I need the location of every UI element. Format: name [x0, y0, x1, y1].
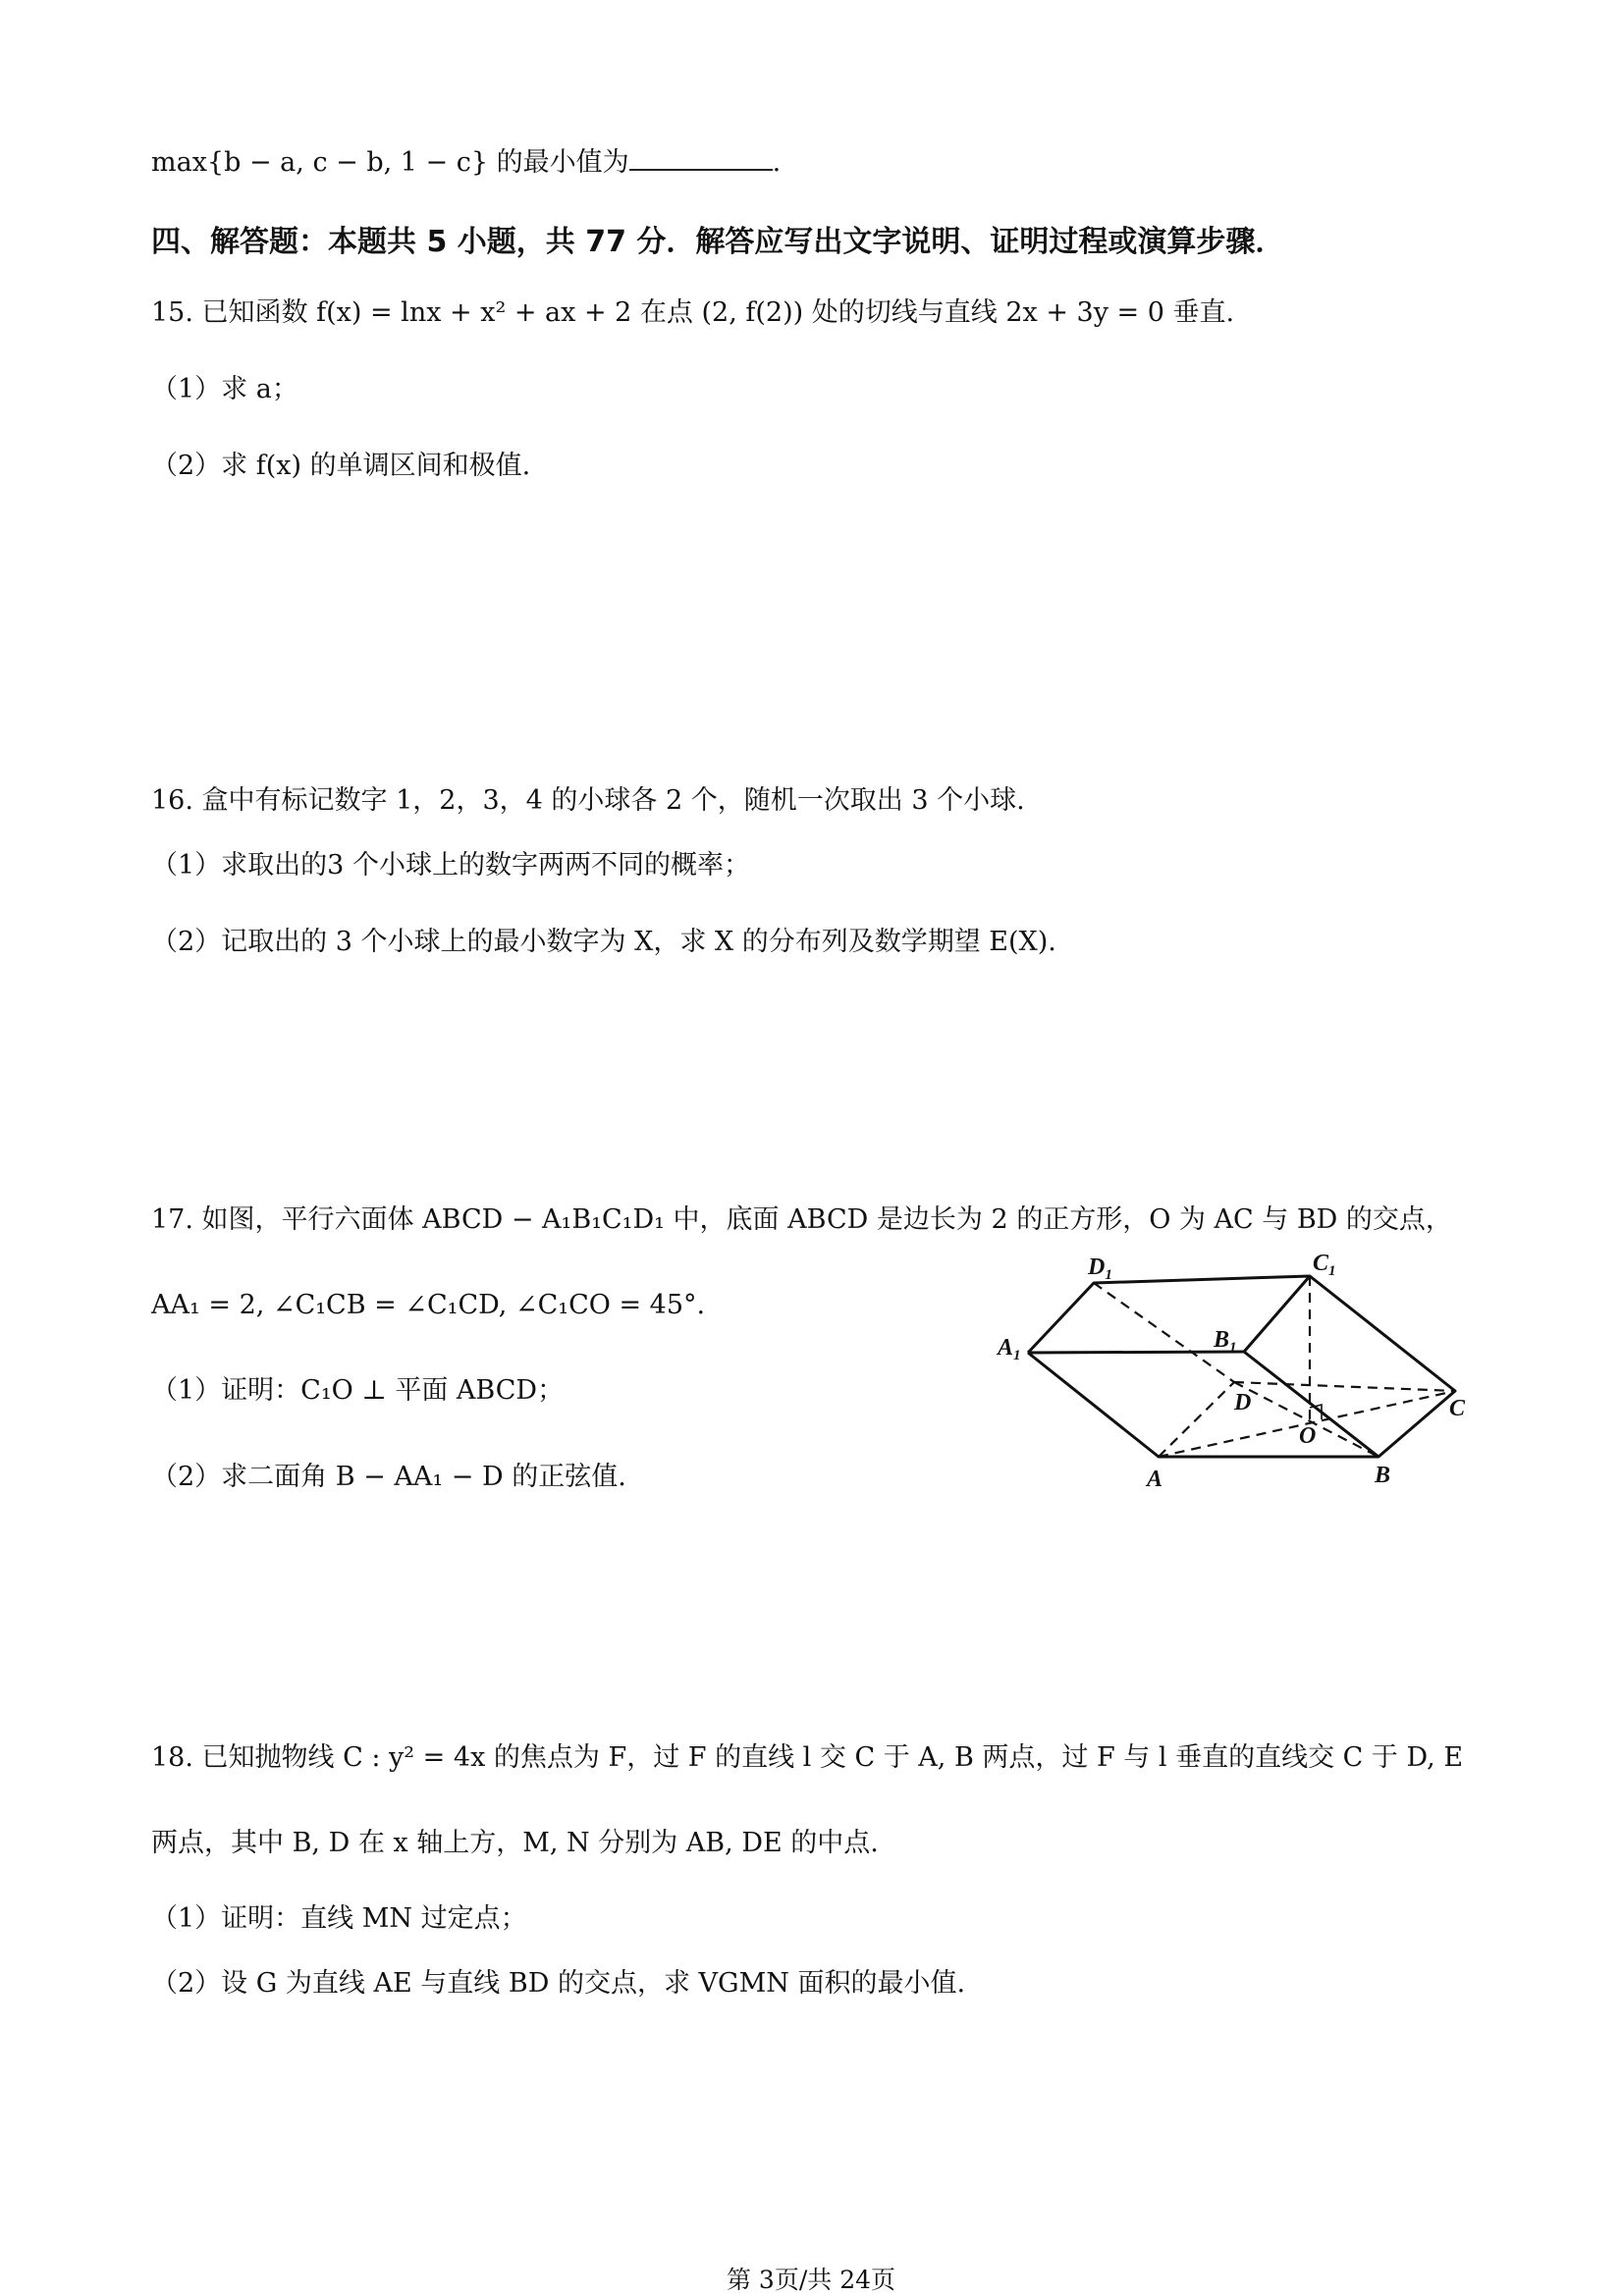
- q16-stem: 16. 盒中有标记数字 1，2，3，4 的小球各 2 个，随机一次取出 3 个小球.: [151, 785, 1025, 816]
- outer-outline: [1028, 1276, 1455, 1457]
- label-d1: $D_1$: [1088, 1255, 1112, 1283]
- q17-stem: 17. 如图，平行六面体 ABCD − A₁B₁C₁D₁ 中，底面 ABCD 是边长为 2 的正方形，O 为 AC 与 BD 的交点，: [151, 1204, 1452, 1235]
- label-b: B: [1375, 1463, 1391, 1488]
- label-a: A: [1147, 1467, 1163, 1492]
- q16-part2: （2）记取出的 3 个小球上的最小数字为 X，求 X 的分布列及数学期望 E(X).: [151, 927, 1056, 957]
- q17-part2: （2）求二面角 B − AA₁ − D 的正弦值.: [151, 1462, 626, 1492]
- q18-part1: （1）证明：直线 MN 过定点；: [151, 1903, 527, 1934]
- q15-part2: （2）求 f(x) 的单调区间和极值.: [151, 451, 531, 481]
- q14-tail: [151, 147, 781, 179]
- q17-part1: （1）证明：C₁O ⊥ 平面 ABCD；: [151, 1375, 565, 1406]
- label-a1: $A_1$: [998, 1335, 1021, 1363]
- edge-a-d: [1159, 1382, 1234, 1457]
- q14-end: .: [772, 147, 782, 178]
- label-c1: $C_1$: [1313, 1251, 1336, 1279]
- answer-blank[interactable]: [629, 147, 773, 171]
- q17-condition: AA₁ = 2, ∠C₁CB = ∠C₁CD, ∠C₁CO = 45°.: [151, 1290, 706, 1320]
- section-heading: 四、解答题：本题共 5 小题，共 77 分．解答应写出文字说明、证明过程或演算步骤．: [151, 225, 1285, 259]
- label-c: C: [1449, 1396, 1466, 1421]
- label-b1: $B_1$: [1214, 1327, 1237, 1356]
- label-o: O: [1299, 1423, 1317, 1449]
- edge-d-c: [1234, 1382, 1455, 1391]
- q18-continuation: 两点，其中 B, D 在 x 轴上方，M, N 分别为 AB, DE 的中点.: [151, 1828, 879, 1858]
- q14-text: max{b − a, c − b, 1 − c} 的最小值为: [151, 147, 629, 178]
- edge-b1-c1: [1244, 1276, 1310, 1352]
- parallelepiped-figure: [994, 1247, 1485, 1502]
- page-footer: 第 3页/共 24页: [726, 2266, 896, 2294]
- q15-stem: 15. 已知函数 f(x) = lnx + x² + ax + 2 在点 (2, f(2)) 处的切线与直线 2x + 3y = 0 垂直.: [151, 297, 1235, 328]
- edge-a1-b1: [1028, 1352, 1244, 1353]
- q18-part2: （2）设 G 为直线 AE 与直线 BD 的交点，求 VGMN 面积的最小值.: [151, 1968, 966, 1999]
- q18-stem: 18. 已知抛物线 C : y² = 4x 的焦点为 F，过 F 的直线 l 交 C 于 A, B 两点，过 F 与 l 垂直的直线交 C 于 D, E: [151, 1742, 1464, 1773]
- label-d: D: [1234, 1390, 1252, 1415]
- q15-part1: （1）求 a；: [151, 374, 298, 404]
- q16-part1: （1）求取出的3 个小球上的数字两两不同的概率；: [151, 850, 750, 881]
